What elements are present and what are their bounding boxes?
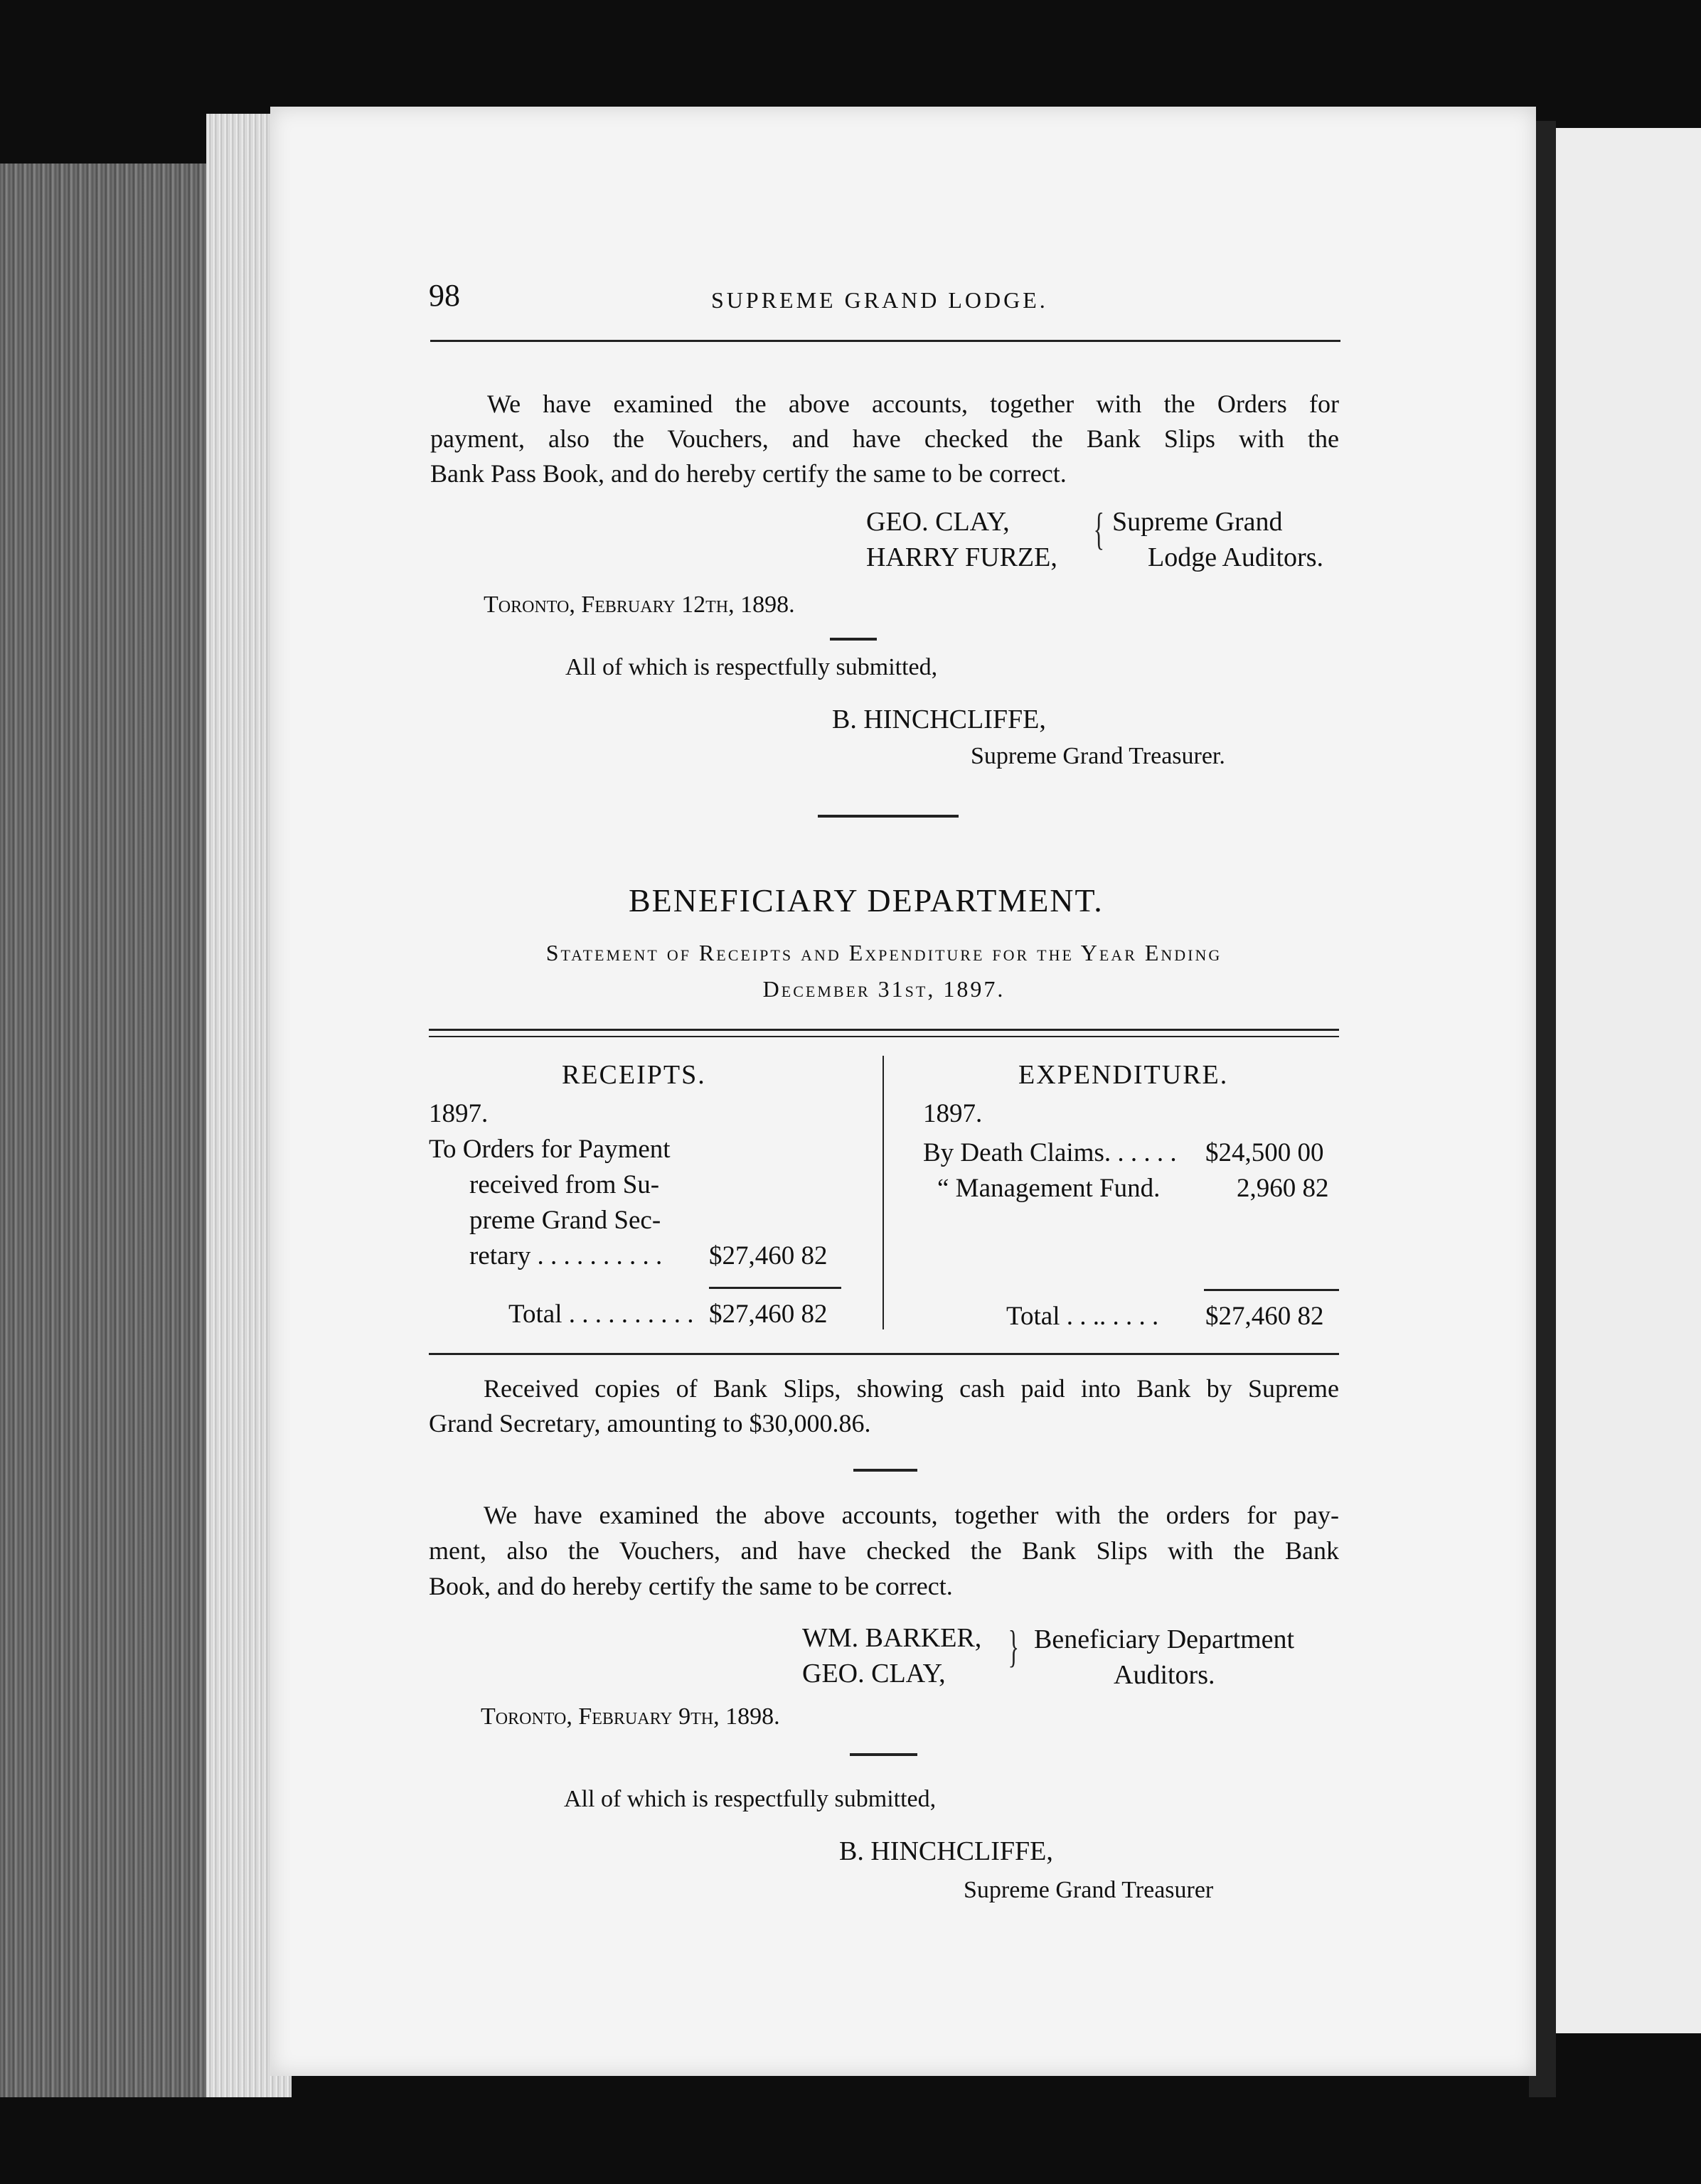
- book-page-edges: [0, 164, 235, 2097]
- expenditure-year: 1897.: [923, 1099, 983, 1128]
- auditor-name: GEO. CLAY,: [802, 1659, 946, 1688]
- auditor-role: Supreme Grand: [1112, 507, 1283, 537]
- brace: {: [1093, 503, 1105, 554]
- expenditure-heading: EXPENDITURE.: [1018, 1060, 1229, 1090]
- short-rule: [850, 1753, 917, 1756]
- place-date: Toronto, February 12th, 1898.: [484, 592, 795, 618]
- auditor-role: Lodge Auditors.: [1148, 542, 1323, 572]
- sum-rule: [1204, 1289, 1339, 1291]
- expenditure-item-label: By Death Claims. . . . . .: [923, 1138, 1177, 1167]
- submission-text: All of which is respectfully submitted,: [565, 654, 938, 680]
- table-top-rule-2: [429, 1036, 1339, 1037]
- section-rule: [818, 815, 959, 818]
- receipts-line: received from Su-: [469, 1170, 660, 1199]
- receipts-line: To Orders for Payment: [429, 1135, 671, 1164]
- short-rule: [830, 638, 877, 641]
- auditor-name: HARRY FURZE,: [866, 542, 1057, 572]
- receipts-line-label: retary . . . . . . . . . .: [469, 1241, 663, 1270]
- paragraph-line: Bank Pass Book, and do hereby certify the same to be correct.: [430, 459, 1067, 488]
- header-rule: [430, 340, 1340, 342]
- treasurer-title: Supreme Grand Treasurer.: [971, 743, 1225, 769]
- receipts-total-label: Total . . . . . . . . . .: [508, 1300, 694, 1329]
- page-number: 98: [429, 278, 460, 313]
- expenditure-total-amount: $27,460 82: [1205, 1302, 1324, 1331]
- paragraph-line: Grand Secretary, amounting to $30,000.86.: [429, 1409, 871, 1438]
- running-title: SUPREME GRAND LODGE.: [711, 287, 1048, 313]
- expenditure-item-label: “ Management Fund.: [937, 1174, 1161, 1203]
- receipts-line: preme Grand Sec-: [469, 1206, 661, 1235]
- paragraph-line: We have examined the above accounts, together with the Orders for: [487, 390, 1339, 418]
- paragraph-line: Book, and do hereby certify the same to be correct.: [429, 1572, 953, 1600]
- auditor-role: Beneficiary Department: [1034, 1624, 1295, 1654]
- table-bottom-rule: [429, 1353, 1339, 1355]
- paragraph-line: Received copies of Bank Slips, showing cash paid into Bank by Supreme: [484, 1374, 1339, 1403]
- receipts-heading: RECEIPTS.: [562, 1060, 706, 1090]
- table-top-rule: [429, 1029, 1339, 1031]
- paragraph-line: payment, also the Vouchers, and have checked the Bank Slips with the: [430, 424, 1339, 453]
- brace: }: [1008, 1621, 1020, 1671]
- expenditure-item-amount: 2,960 82: [1237, 1174, 1329, 1203]
- short-rule: [853, 1469, 917, 1472]
- expenditure-item-amount: $24,500 00: [1205, 1138, 1324, 1167]
- auditor-name: WM. BARKER,: [802, 1623, 982, 1653]
- statement-date: December 31st, 1897.: [762, 976, 1006, 1002]
- expenditure-total-label: Total . . .. . . . .: [1006, 1302, 1159, 1331]
- facing-page: [1556, 128, 1701, 2033]
- paragraph-line: ment, also the Vouchers, and have checked the Bank Slips with the Bank: [429, 1536, 1339, 1565]
- department-title: BENEFICIARY DEPARTMENT.: [629, 882, 1104, 919]
- column-divider: [883, 1056, 884, 1329]
- paragraph-line: We have examined the above accounts, together with the orders for pay-: [484, 1501, 1339, 1529]
- treasurer-name: B. HINCHCLIFFE,: [839, 1836, 1053, 1866]
- treasurer-title: Supreme Grand Treasurer: [964, 1877, 1214, 1903]
- auditor-role: Auditors.: [1114, 1660, 1215, 1690]
- receipts-year: 1897.: [429, 1099, 489, 1128]
- submission-text: All of which is respectfully submitted,: [564, 1786, 937, 1812]
- sum-rule: [709, 1287, 841, 1289]
- receipts-total-amount: $27,460 82: [709, 1300, 828, 1329]
- receipts-line-amount: $27,460 82: [709, 1241, 828, 1270]
- treasurer-name: B. HINCHCLIFFE,: [832, 705, 1046, 734]
- place-date: Toronto, February 9th, 1898.: [481, 1703, 780, 1730]
- auditor-name: GEO. CLAY,: [866, 507, 1010, 537]
- statement-title: Statement of Receipts and Expenditure for the Year Ending: [545, 940, 1222, 965]
